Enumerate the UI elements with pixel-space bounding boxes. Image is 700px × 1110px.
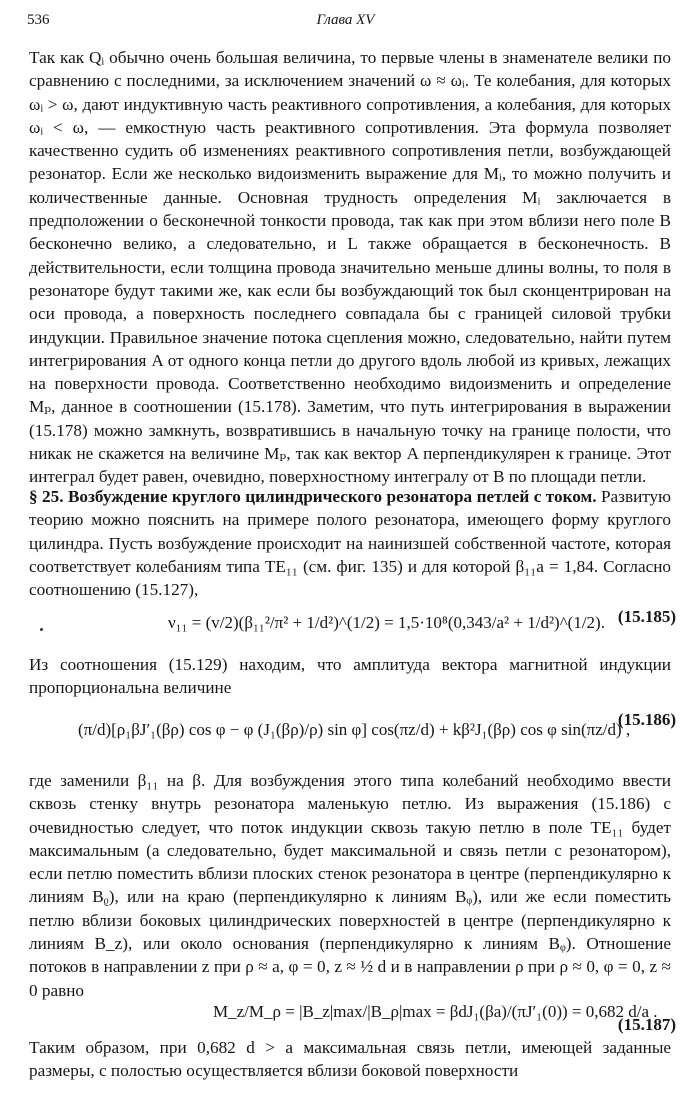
chapter-title: Глава XV — [316, 12, 375, 28]
paragraph-3 — [29, 653, 671, 700]
equation-number-15-185: (15.185) — [617, 607, 676, 626]
section-25 — [29, 485, 671, 601]
section-number: § 25. — [29, 487, 64, 506]
equation-number-15-186: (15.186) — [617, 710, 676, 729]
paragraph-5-text: Таким образом, при 0,682 d > a максимальная связь петли, имеющей заданные размеры, с полостью осуществляется вблизи боковой поверхности — [29, 1038, 671, 1081]
section-body: Развитую теорию можно пояснить на примере полого резонатора, имеющего форму круглого цилиндра. Пусть возбуждение происходит на наинизшей собственной частоте, которая соответствует колебаниям типа TE₁₁ (см. фиг. 135) и для которой β₁₁a = 1,84. Согласно соотношению (15.127), — [29, 487, 671, 600]
equation-15-187: M_z/M_ρ = |B_z|max/|B_ρ|max = βdJ₁(βa)/(πJ′₁(0)) = 0,682 d/a . — [213, 1002, 658, 1021]
paragraph-4-text: где заменили β₁₁ на β. Для возбуждения этого типа колебаний необходимо ввести сквозь стенку внутрь резонатора маленькую петлю. Из выражения (15.186) с очевидностью следует, что поток индукции сквозь такую петлю в поле TE₁₁ будет максимальным (а следовательно, будет максимальной и связь петли с резонатором), если петлю поместить вблизи плоских стенок резонатора в центре (перпендикулярно к линиям Bᵨ), или на краю (перпендикулярно к линиям Bᵩ), или же если поместить петлю вблизи боковых цилиндрических поверхностей в центре (перпендикулярно к линиям B_z), или около основания (перпендикулярно к линиям Bᵩ). Отношение потоков в направлении z при ρ ≈ a, φ = 0, z ≈ ½ d и в направлении ρ при ρ ≈ 0, φ = 0, z ≈ 0 равно — [29, 771, 671, 1000]
page-header — [27, 12, 664, 32]
page-number: 536 — [27, 12, 50, 28]
margin-dot — [40, 628, 43, 631]
paragraph-3-text: Из соотношения (15.129) находим, что амплитуда вектора магнитной индукции пропорциональна величине — [29, 655, 671, 698]
paragraph-1-text: Так как Qᵢ обычно очень большая величина, то первые члены в знаменателе велики по сравнению с последними, за исключением значений ω ≈ ωᵢ. Те колебания, для которых ωᵢ > ω, дают индуктивную часть реактивного сопротивления, а колебания, для которых ωᵢ < ω, — емкостную часть реактивного сопротивления. Эта формула позволяет качественно судить об изменениях реактивного сопротивления петли, возбуждающей резонатор. Если же несколько видоизменить выражение для Mᵢ, то можно получить и количественные данные. Основная трудность определения Mᵢ заключается в предположении о бесконечной тонкости провода, так как при этом вблизи него поле B бесконечно велико, а следовательно, и L также обращается в бесконечность. В действительности, если толщина провода значительно меньше длины волны, то поля в резонаторе будут такими же, как если бы возбуждающий ток был сконцентрирован на оси провода, а поверхность последнего совпадала бы с границей силовой трубки индукции. Правильное значение потока сцепления можно, следовательно, найти путем интегрирования A от одного конца петли до другого вдоль любой из кривых, лежащих на поверхности провода. Соответственно необходимо видоизменить и определение Mₚ, данное в соотношении (15.178). Заметим, что путь интегрирования в выражении (15.178) можно замкнуть, возвратившись в начальную точку на границе полости, что никак не скажется на величине Mₚ, так как вектор A перпендикулярен к границе. Этот интеграл будет равен, очевидно, поверхностному интегралу от B по площади петли. — [29, 48, 671, 487]
paragraph-1 — [29, 46, 671, 489]
equation-15-185: ν₁₁ = (v/2)(β₁₁²/π² + 1/d²)^(1/2) = 1,5·10⁸(0,343/a² + 1/d²)^(1/2). — [168, 613, 605, 632]
paragraph-4 — [29, 769, 671, 1002]
section-paragraph — [29, 485, 671, 601]
paragraph-5 — [29, 1036, 671, 1083]
equation-number-15-187: (15.187) — [617, 1015, 676, 1034]
section-title: Возбуждение круглого цилиндрического резонатора петлей с током. — [67, 487, 597, 506]
equation-15-186: (π/d)[ρ₁βJ′₁(βρ) cos φ − φ (J₁(βρ)/ρ) sin φ] cos(πz/d) + kβ²J₁(βρ) cos φ sin(πz/d) , — [78, 720, 631, 739]
